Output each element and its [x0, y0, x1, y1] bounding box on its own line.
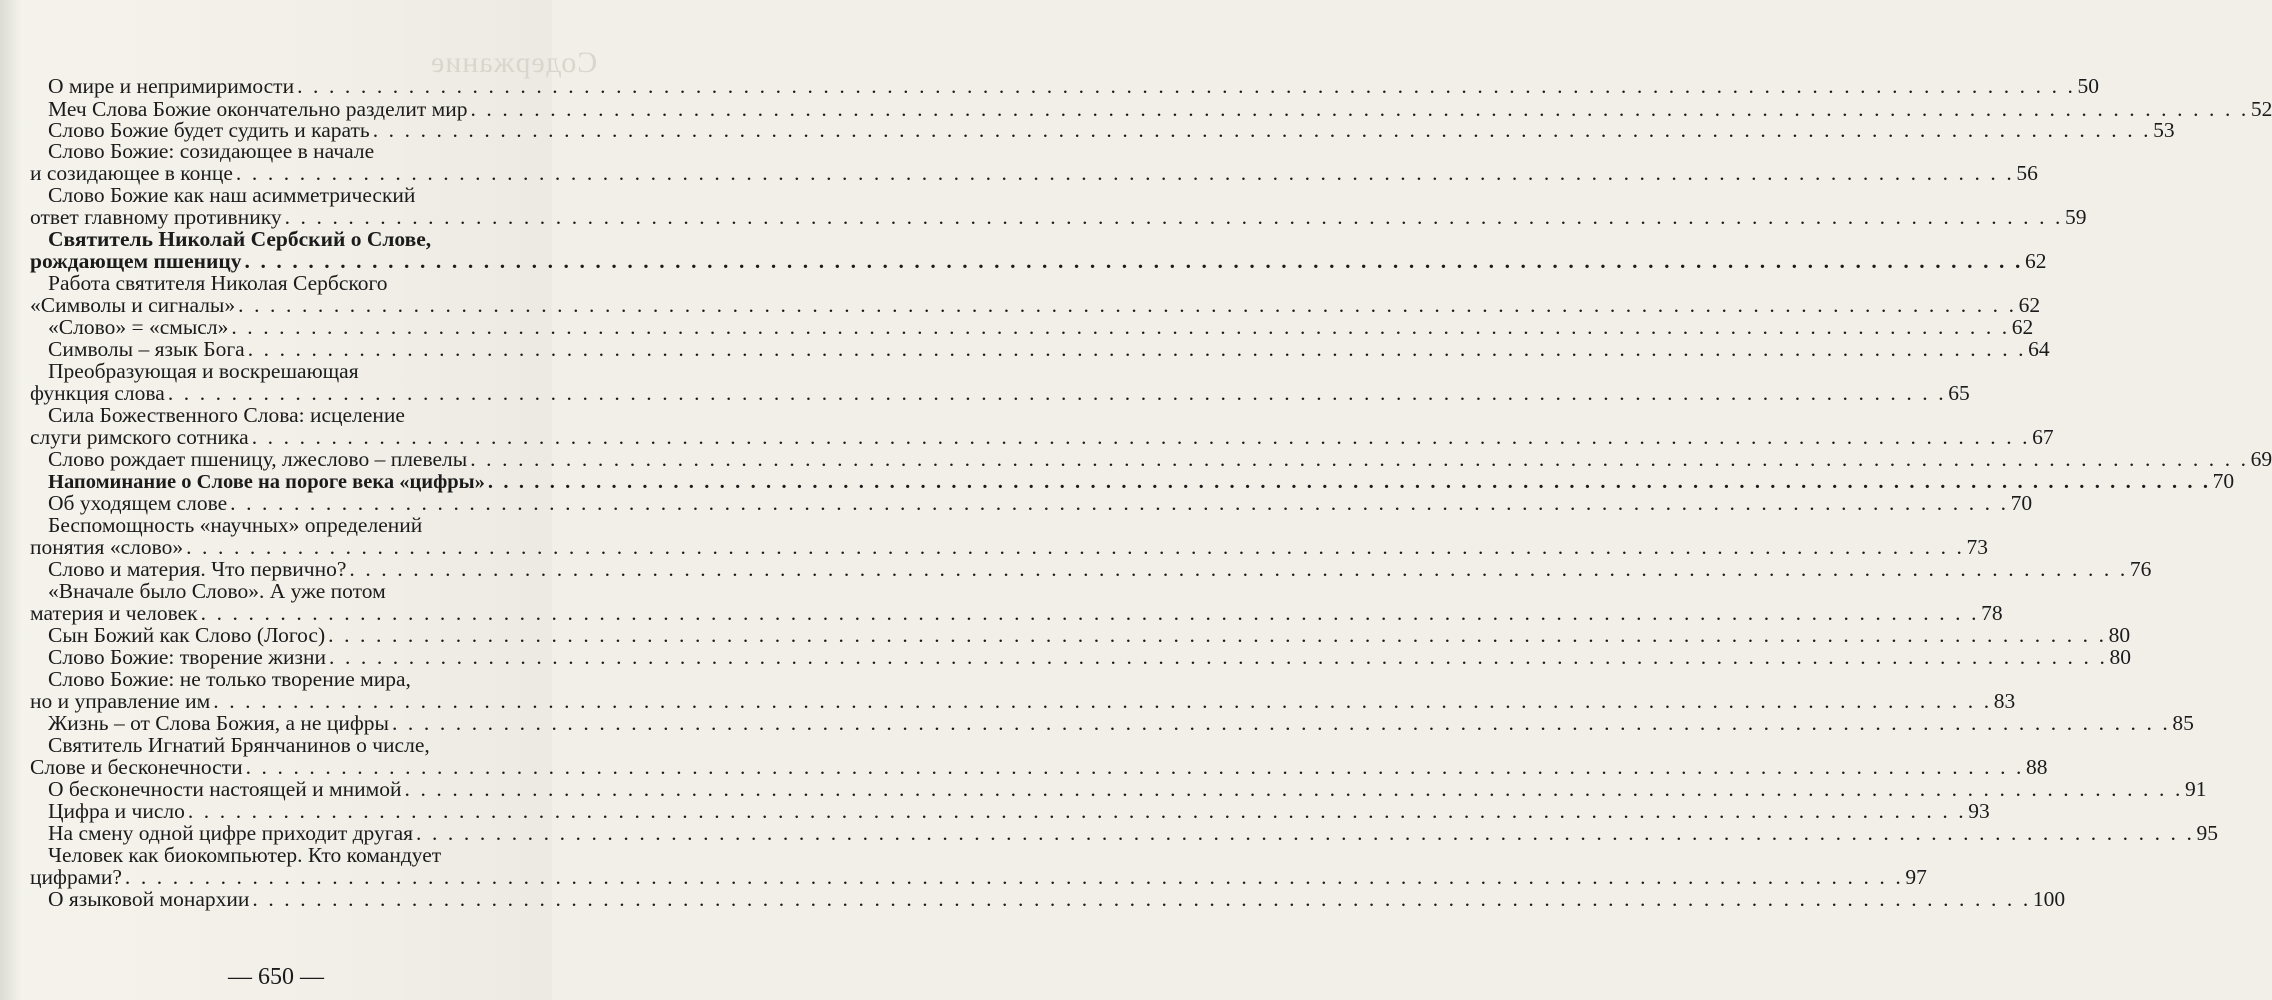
toc-entry-text: рождающем пшеницу — [30, 249, 242, 273]
toc-page-number: 85 — [2172, 711, 2194, 735]
dot-leader — [245, 250, 2023, 273]
dot-leader — [349, 558, 2127, 581]
toc-entry-text: Напоминание о Слове на пороге века «цифры» — [48, 471, 485, 493]
toc-page-number: 73 — [1966, 535, 1989, 559]
toc-page-number: 62 — [2024, 249, 2047, 273]
toc-entry-line — [48, 645, 2131, 669]
dot-leader — [230, 492, 2008, 515]
toc-page-number: 59 — [2065, 205, 2087, 229]
toc-entry-text: Слово рождает пшеницу, лжеслово – плевелы — [48, 447, 468, 471]
toc-entry-text: Сила Божественного Слова: исцеление — [48, 403, 405, 427]
toc-entry-line — [48, 315, 2034, 339]
toc-entry-text: Слово и материя. Что первично? — [48, 557, 347, 581]
toc-entry-line — [48, 887, 2066, 911]
toc-page-number: 52 — [2250, 97, 2272, 121]
toc-entry-text: Слово Божие будет судить и карать — [48, 118, 370, 142]
toc-entry-line — [30, 293, 2041, 317]
dot-leader — [328, 624, 2106, 647]
dot-leader — [188, 800, 1966, 823]
toc-entry-text: «Вначале было Слово». А уже потом — [48, 579, 386, 603]
dot-leader — [329, 646, 2107, 669]
toc-entry-line — [48, 469, 2235, 493]
toc-entry-text: Человек как биокомпьютер. Кто командует — [48, 843, 442, 867]
toc-entry-text: Слово Божие как наш асимметрический — [48, 183, 416, 207]
toc-entry-line — [48, 711, 2194, 735]
toc-page-number: 62 — [2011, 315, 2034, 339]
toc-entry-line — [48, 491, 2033, 515]
toc-entry-text: Беспомощность «научных» определений — [48, 513, 423, 537]
toc-page-number: 70 — [2010, 491, 2033, 515]
toc-entry-text: понятия «слово» — [30, 535, 184, 559]
toc-entry-text: и созидающее в конце — [30, 161, 233, 185]
toc-entry-line — [48, 777, 2207, 801]
toc-page-number: 83 — [1993, 689, 2016, 713]
toc-entry-line — [48, 557, 2152, 581]
toc-entry-text: О языковой монархии — [48, 887, 250, 911]
toc-entry-text: Слово Божие: творение жизни — [48, 645, 326, 669]
toc-entry-text: Слове и бесконечности — [30, 755, 243, 779]
dot-leader — [285, 206, 2063, 229]
dot-leader — [168, 382, 1946, 405]
toc-page-number: 56 — [2016, 161, 2038, 185]
toc-entry-text: О бесконечности настоящей и мнимой — [48, 777, 402, 801]
dot-leader — [252, 426, 2030, 449]
toc-entry-text: Преобразующая и воскрешающая — [48, 359, 359, 383]
toc-entry-text: Меч Слова Божие окончательно разделит мир — [48, 97, 468, 121]
toc-page-number: 93 — [1968, 799, 1990, 823]
dot-leader — [246, 756, 2024, 779]
dot-leader — [238, 294, 2016, 317]
toc-page-number: 91 — [2184, 777, 2207, 801]
dot-leader — [236, 162, 2014, 185]
dot-leader — [125, 866, 1903, 889]
toc-entry-text: материя и человек — [30, 601, 198, 625]
toc-page-number: 95 — [2196, 821, 2218, 845]
toc-page-number: 100 — [2032, 887, 2066, 911]
toc-page-number: 64 — [2028, 337, 2050, 361]
toc-entry-line — [48, 623, 2131, 647]
toc-page-number: 78 — [1981, 601, 2003, 625]
dot-leader — [186, 536, 1964, 559]
toc-entry-text: Цифра и число — [48, 799, 185, 823]
dot-leader — [405, 778, 2183, 801]
dot-leader — [373, 119, 2151, 142]
toc-entry-line — [48, 821, 2218, 845]
dot-leader — [213, 690, 1991, 713]
toc-entry-text: Слово Божие: не только творение мира, — [48, 667, 411, 691]
dot-leader — [297, 75, 2075, 98]
toc-page-number: 80 — [2108, 623, 2131, 647]
bleed-through-title: Содержание — [430, 46, 598, 79]
toc-page-number: 76 — [2129, 557, 2152, 581]
toc-entry-text: На смену одной цифре приходит другая — [48, 821, 414, 845]
toc-entry-text: слуги римского сотника — [30, 425, 249, 449]
dot-leader — [252, 888, 2030, 911]
toc-page-number: 88 — [2026, 755, 2048, 779]
toc-page-number: 67 — [2032, 425, 2054, 449]
dot-leader — [416, 822, 2194, 845]
toc-entry-text: Святитель Игнатий Брянчанинов о числе, — [48, 733, 430, 757]
toc-entry-text: Слово Божие: созидающее в начале — [48, 139, 375, 163]
dot-leader — [231, 316, 2009, 339]
toc-entry-text: Сын Божий как Слово (Логос) — [48, 623, 326, 647]
page-number: — 650 — — [228, 964, 324, 990]
toc-entry-text: но и управление им — [30, 689, 211, 713]
toc-entry-line — [30, 755, 2048, 779]
toc-page-number: 62 — [2018, 293, 2041, 317]
toc-entry-line — [48, 337, 2050, 361]
toc-entry-line — [30, 425, 2054, 449]
toc-entry-text: цифрами? — [30, 865, 122, 889]
dot-leader — [470, 448, 2248, 471]
dot-leader — [392, 712, 2170, 735]
toc-page-number: 65 — [1948, 381, 1970, 405]
toc-page-number: 70 — [2212, 469, 2235, 493]
toc-entry-text: Святитель Николай Сербский о Слове, — [48, 227, 432, 251]
toc-page-number: 50 — [2077, 74, 2100, 98]
toc-entry-text: Символы – язык Бога — [48, 337, 245, 361]
toc-entry-line — [48, 74, 2100, 98]
dot-leader — [248, 338, 2026, 361]
toc-entry-line — [30, 865, 1927, 889]
toc-entry-text: функция слова — [30, 381, 165, 405]
toc-entry-line — [48, 799, 1990, 823]
toc-entry-line — [30, 249, 2047, 273]
toc-page-number: 80 — [2109, 645, 2131, 669]
toc-entry-text: О мире и непримиримости — [48, 74, 295, 98]
toc-entry-line — [30, 381, 1970, 405]
toc-entry-text: ответ главному противнику — [30, 205, 282, 229]
toc-entry-text: Работа святителя Николая Сербского — [48, 271, 388, 295]
toc-entry-line — [30, 161, 2038, 185]
toc-entry-line — [30, 535, 1989, 559]
toc-entry-text: «Символы и сигналы» — [30, 293, 236, 317]
dot-leader — [201, 602, 1979, 625]
toc-entry-line — [30, 689, 2016, 713]
toc-entry-text: Жизнь – от Слова Божия, а не цифры — [48, 711, 389, 735]
toc-entry-line — [48, 447, 2272, 471]
toc-entry-text: Об уходящем слове — [48, 491, 228, 515]
toc-page-number: 69 — [2250, 447, 2272, 471]
toc-page-number: 53 — [2153, 118, 2175, 142]
toc-page-number: 97 — [1905, 865, 1927, 889]
toc-entry-line — [30, 601, 2003, 625]
toc-entry-line — [30, 205, 2087, 229]
toc-entry-text: «Слово» = «смысл» — [48, 315, 229, 339]
